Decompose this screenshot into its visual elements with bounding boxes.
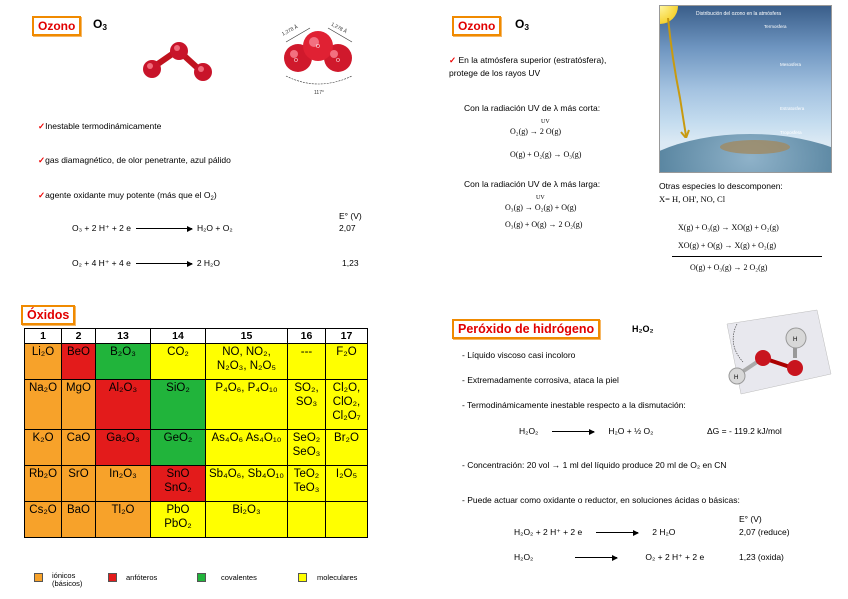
redox-line: - Puede actuar como oxidante o reductor, en soluciones ácidas o básicas: [462,495,740,505]
oxide-cell: BaO [62,502,96,538]
table-row [25,380,368,430]
ozone-intro-line-1: ✓ En la atmósfera superior (estratósfera), [449,55,607,65]
oxide-cell: Cs₂O [25,502,62,538]
oxide-cell: Bi₂O₃ [206,502,288,538]
others-line-1: Otras especies lo descomponen: [659,181,783,191]
atm-label-troposphere: Troposfera [780,130,802,135]
atm-label-mesosphere: Mesosfera [780,62,802,67]
oxide-cell: Cl₂O, ClO₂, Cl₂O₇ [326,380,368,430]
land-mass [720,140,790,154]
others-line-2: X= H, OH', NO, Cl [659,194,726,204]
ozone-fact-3: ✓agente oxidante muy potente (más que el $O_2$) [38,190,217,202]
oxide-cell: SeO₂ SeO₃ [288,430,326,466]
legend-swatch-ionic [34,573,43,582]
table-row [25,430,368,466]
ozone-formula-right: $O_3$ [515,17,530,32]
oxide-cell: As₄O₆ As₄O₁₀ [206,430,288,466]
atm-label-stratosphere: Estratosfera [780,106,805,111]
oxide-cell: TeO₂ TeO₃ [288,466,326,502]
table-row [25,466,368,502]
svg-text:117°: 117° [314,90,324,96]
oxide-cell: K₂O [25,430,62,466]
oxide-cell: B₂O₃ [96,344,151,380]
oxide-cell: SnO SnO₂ [151,466,206,502]
oxide-cell: --- [288,344,326,380]
group-header: 16 [288,329,326,344]
atm-label-thermosphere: Termosfera [764,24,787,29]
oxide-cell: SiO₂ [151,380,206,430]
ozone-space-filling-image [272,20,368,100]
check-icon: ✓ [38,121,46,131]
peroxide-bullet-3: - Termodinámicamente inestable respecto a la dismutación: [462,400,686,410]
long-uv-eq1: O₃(g) → O₂(g) + O(g) UV [505,195,577,212]
oxide-cell: F₂O [326,344,368,380]
group-header: 17 [326,329,368,344]
oxide-cell [326,502,368,538]
ozone-eq2: O₂ + 4 H⁺ + 4 e 2 H₂O [72,258,220,268]
oxides-table-body [25,344,368,538]
oxide-cell [288,502,326,538]
ozone-fact-1: ✓Inestable termodinámicamente [38,121,162,131]
peroxide-bullet-2: - Extremadamente corrosiva, ataca la piel [462,375,619,385]
group-header: 1 [25,329,62,344]
dismutation-dg: ΔG = - 119.2 kJ/mol [707,426,782,436]
oxide-cell: Tl₂O [96,502,151,538]
legend-swatch-covalent [197,573,206,582]
cycle-eq1: X(g) + O₃(g) → XO(g) + O₂(g) [678,223,779,232]
oxide-cell: P₄O₆, P₄O₁₀ [206,380,288,430]
atmosphere-image [659,5,832,173]
oxide-cell: BeO [62,344,96,380]
long-uv-label: Con la radiación UV de λ más larga: [464,179,601,189]
check-icon: ✓ [449,55,457,65]
arrow-icon [575,557,617,558]
svg-text:O: O [316,44,320,50]
peroxide-reduction-value: 2,07 (reduce) [739,527,790,537]
ozone-eq1: O₃ + 2 H⁺ + 2 e H₂O + O₂ [72,223,233,233]
oxides-tag: Óxidos [21,305,75,325]
oxide-cell: In₂O₃ [96,466,151,502]
peroxide-formula: H₂O₂ [632,324,654,334]
short-uv-eq2: O(g) + O₂(g) → O₃(g) [510,150,582,159]
group-header: 2 [62,329,96,344]
ozone-stick-model-image [138,40,220,86]
ozone-formula-left: $O_3$ [93,17,108,32]
oxide-cell: MgO [62,380,96,430]
long-uv-eq2: O₃(g) + O(g) → 2 O₂(g) [505,220,583,229]
legend-label-amphoteric: anfóteros [126,573,158,582]
peroxide-oxidation-value: 1,23 (oxida) [739,552,784,562]
oxide-cell: PbO PbO₂ [151,502,206,538]
group-header: 14 [151,329,206,344]
peroxide-oxidation-eq: H₂O₂ O₂ + 2 H⁺ + 2 e [514,552,705,562]
table-row [25,502,368,538]
svg-text:H: H [734,375,739,381]
oxide-cell: GeO₂ [151,430,206,466]
oxide-cell: Rb₂O [25,466,62,502]
legend-label-ionic: iónicos (básicos) [52,571,83,588]
peroxide-tag: Peróxido de hidrógeno [452,319,600,339]
oxides-table [24,328,368,538]
svg-text:1,278 Å: 1,278 Å [281,24,300,38]
oxide-cell: NO, NO₂, N₂O₃, N₂O₅ [206,344,288,380]
uv-ray-icon [664,18,694,138]
ozone-intro-line-2: protege de los rayos UV [449,68,541,78]
ozone-fact-2: ✓gas diamagnético, de olor penetrante, azul pálido [38,155,231,165]
group-header: 15 [206,329,288,344]
group-header: 13 [96,329,151,344]
ozone-tag-left: Ozono [32,16,81,36]
oxide-cell: Al₂O₃ [96,380,151,430]
svg-text:O: O [294,58,298,64]
check-icon: ✓ [38,190,46,200]
legend-swatch-amphoteric [108,573,117,582]
svg-text:1,278 Å: 1,278 Å [329,21,348,36]
svg-text:O: O [336,58,340,64]
cycle-eq2: XO(g) + O(g) → X(g) + O₂(g) [678,241,777,250]
oxide-cell: CaO [62,430,96,466]
arrow-icon [552,431,594,432]
legend-label-covalent: covalentes [221,573,257,582]
oxide-cell: SO₂, SO₃ [288,380,326,430]
table-row [25,344,368,380]
svg-text:H: H [793,337,798,343]
arrow-icon [596,532,638,533]
legend-swatch-molecular [298,573,307,582]
cycle-divider [672,256,822,257]
cycle-eq3: O(g) + O₃(g) → 2 O₂(g) [690,263,768,272]
short-uv-eq1: O₂(g) → 2 O(g) UV [510,119,561,136]
oxide-cell: SrO [62,466,96,502]
ozone-eq1-value: 2,07 [339,223,356,233]
oxide-cell: Br₂O [326,430,368,466]
check-icon: ✓ [38,155,46,165]
peroxide-reduction-eq: H₂O₂ + 2 H⁺ + 2 e 2 H₂O [514,527,676,537]
legend-label-molecular: moleculares [317,573,358,582]
atmosphere-title: Distribución del ozono en la atmósfera [696,11,782,17]
ozone-eq2-value: 1,23 [342,258,359,268]
peroxide-bullet-1: - Líquido viscoso casi incoloro [462,350,576,360]
oxide-cell: Ga₂O₃ [96,430,151,466]
arrow-icon [136,228,192,229]
table-header-row [25,329,368,344]
short-uv-label: Con la radiación UV de λ más corta: [464,103,601,113]
oxide-cell: I₂O₅ [326,466,368,502]
dismutation-eq: H₂O₂ H₂O + ½ O₂ [519,426,654,436]
concentration-line: - Concentración: 20 vol → 1 ml del líquido produce 20 ml de O₂ en CN [462,460,727,470]
peroxide-e-label: E° (V) [739,514,762,524]
oxide-cell: Li₂O [25,344,62,380]
ozone-tag-right: Ozono [452,16,501,36]
ozone-e-label: E° (V) [339,211,362,221]
h2o2-molecule-image [707,304,833,398]
oxide-cell: Na₂O [25,380,62,430]
arrow-icon [136,263,192,264]
oxide-cell: CO₂ [151,344,206,380]
oxide-cell: Sb₄O₆, Sb₄O₁₀ [206,466,288,502]
